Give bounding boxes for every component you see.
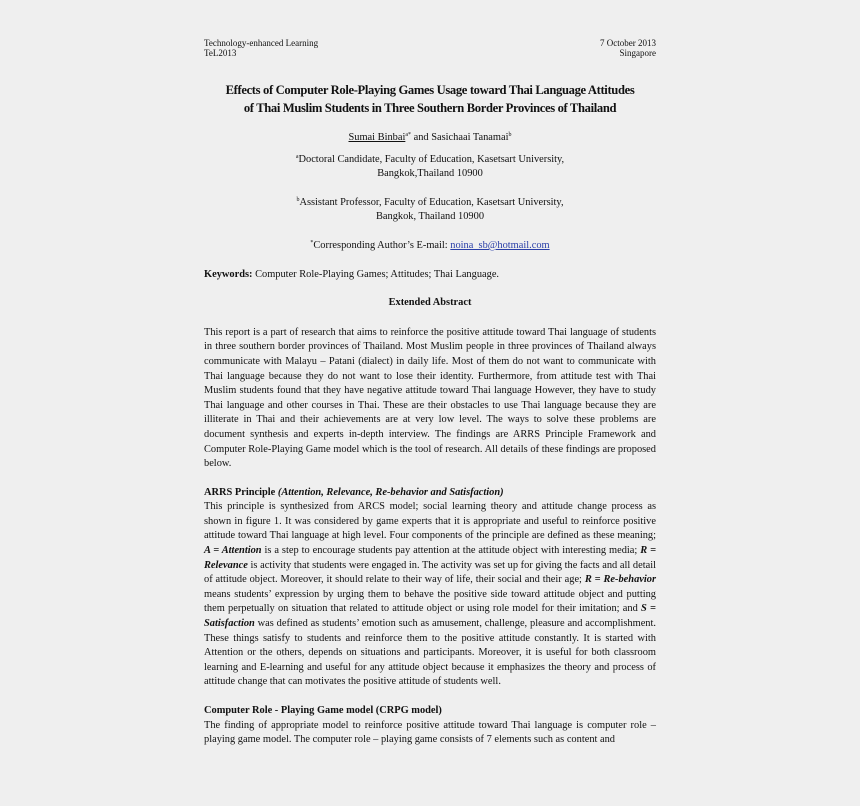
affiliation-a-marker: a: [295, 153, 299, 160]
keywords: [204, 268, 656, 283]
arrs-text-1: This principle is synthesized from ARCS model; social learning theory and attitude change process as shown in figure 1. It was considered by game experts that it is appropriate and useful to reinforce positive attitude toward Thai language at high level. Four components of the principle are defined as these meaning;: [204, 501, 656, 542]
email-link[interactable]: noina_sb@hotmail.com: [450, 239, 550, 251]
corresponding-marker: *: [310, 239, 314, 246]
conference-code: TeL2013: [204, 48, 237, 58]
arrs-text-4: means students’ expression by urging them to behave the positive side toward attitude object and putting them perpetually on situation that related to attitude object or using role model for their imitation; and: [204, 588, 656, 615]
arrs-heading-text: ARRS Principle: [204, 486, 278, 498]
affiliation-b-line-2: Bangkok, Thailand 10900: [375, 211, 485, 223]
crpg-heading: Computer Role - Playing Game model (CRPG model): [204, 705, 442, 716]
corresponding-label: Corresponding Author’s E-mail:: [313, 239, 451, 251]
paper-title: [204, 81, 656, 117]
satisfaction-term: S = Satisfaction: [204, 603, 656, 630]
arrs-text-5: was defined as students’ emotion such as amusement, challenge, pleasure and accomplishment. These things satisfy to students and reinforce them to the positive attitude constantly. It is started with Attention or the others, depends on situations and participants. Moreover, it is useful for both classroom learning and E-learning and useful for any attitude object because it emphasizes the theory and process of attitude change that can motivates the positive attitude of students well.: [204, 618, 656, 688]
arrs-paragraph: [204, 500, 656, 690]
author-2: and Sasichaai Tanamai: [411, 132, 509, 143]
arrs-text-2: is a step to encourage students pay attention at the attitude object with interesting media;: [261, 545, 641, 557]
affiliation-a: [204, 153, 656, 182]
keywords-label: Keywords:: [204, 268, 253, 280]
arrs-text-3: is activity that students were engaged in. The activity was set up for giving the facts and all detail of attitude object. Moreover, it should relate to their way of life, their social and their age;: [204, 559, 656, 586]
conference-name: Technology-enhanced Learning: [204, 38, 319, 48]
affiliation-b-line-1: Assistant Professor, Faculty of Education, Kasetsart University,: [299, 196, 564, 208]
conference-date: 7 October 2013: [600, 38, 656, 48]
keywords-text: Computer Role-Playing Games; Attitudes; Thai Language.: [252, 268, 500, 280]
corresponding-author: [204, 239, 656, 254]
affiliation-a-line-1: Doctoral Candidate, Faculty of Education, Kasetsart University,: [298, 153, 565, 165]
attention-term: A = Attention: [204, 545, 262, 557]
relevance-term: R = Relevance: [204, 545, 656, 571]
header-left: [204, 38, 318, 58]
re-behavior-term: R = Re-behavior: [584, 574, 657, 586]
affiliation-b: [204, 196, 656, 225]
title-line-1: Effects of Computer Role-Playing Games Usage toward Thai Language Attitudes: [225, 83, 635, 97]
author-line: [204, 131, 656, 146]
author-1-marker: a*: [405, 132, 412, 138]
affiliation-a-line-2: Bangkok,Thailand 10900: [377, 168, 483, 180]
author-1: Sumai Binbai: [348, 132, 406, 143]
arrs-heading: [204, 486, 656, 501]
arrs-heading-italic: (Attention, Relevance, Re-behavior and Satisfaction): [277, 486, 504, 498]
crpg-paragraph: The finding of appropriate model to reinforce positive attitude toward Thai language is computer role – playing game model. The computer role – playing game consists of 7 elements such as content and: [204, 719, 656, 746]
conference-location: Singapore: [619, 48, 656, 58]
title-line-2: of Thai Muslim Students in Three Southern Border Provinces of Thailand: [243, 101, 617, 115]
abstract-paragraph: This report is a part of research that aims to reinforce the positive attitude toward Thai language of students in three southern border provinces of Thailand. Most Muslim people in three provinces of Thailand always communicate with Malayu – Patani (dialect) in daily life. Most of them do not want to communicate with Thai language because they do not want to lose their identity. Furthermore, from attitude test with Thai Muslim students found that they have negative attitude toward Thai language However, they have to study Thai language and other courses in Thai. These are their obstacles to use Thai language because they are illiterate in Thai and their achievements are at very low level. The ways to solve these problems are document synthesis and experts in-depth interview. The findings are ARRS Principle Framework and Computer Role-Playing Game model which is the tool of research. All details of these findings are proposed below.: [204, 326, 656, 470]
running-header: [204, 38, 656, 58]
extended-abstract-heading: Extended Abstract: [388, 297, 472, 309]
author-2-marker: b: [508, 132, 512, 138]
header-right: [600, 38, 656, 58]
affiliation-b-marker: b: [296, 196, 300, 203]
page-content: [204, 38, 656, 748]
